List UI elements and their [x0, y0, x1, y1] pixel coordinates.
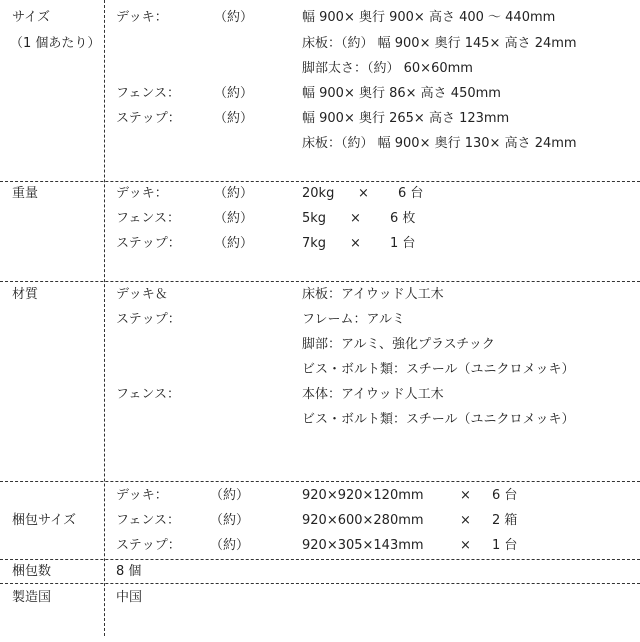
material-deck-frame: フレーム：アルミ — [302, 312, 405, 327]
package-times: × — [460, 538, 471, 553]
size-deck-approx: （約） — [214, 10, 254, 25]
size-label: サイズ — [12, 10, 50, 25]
size-deck-floor: 床板：（約） 幅 900× 奥行 145× 高さ 24mm — [302, 36, 577, 51]
size-label-sub: （1 個あたり） — [10, 36, 101, 51]
weight-label: 重量 — [12, 186, 39, 201]
material-deck-screw: ビス・ボルト類：スチール（ユニクロメッキ） — [302, 362, 575, 377]
material-fence-label: フェンス： — [116, 387, 180, 402]
package-label: 梱包サイズ — [12, 513, 76, 528]
weight-item: フェンス： — [116, 211, 180, 226]
material-label: 材質 — [12, 287, 39, 302]
package-item: フェンス： — [116, 513, 180, 528]
material-step-label: ステップ： — [116, 312, 181, 327]
weight-value: 5kg — [302, 211, 327, 226]
material-fence-screw: ビス・ボルト類：スチール（ユニクロメッキ） — [302, 412, 575, 427]
size-step-approx: （約） — [214, 111, 254, 126]
size-fence-dims: 幅 900× 奥行 86× 高さ 450mm — [302, 86, 501, 101]
package-count: 6 台 — [492, 488, 518, 503]
origin-value: 中国 — [116, 590, 143, 605]
package-times: × — [460, 513, 471, 528]
material-deck-floor: 床板：アイウッド人工木 — [302, 287, 444, 302]
row-divider-weight — [0, 281, 640, 282]
package-count-value: 8 個 — [116, 564, 142, 579]
origin-label: 製造国 — [12, 590, 52, 605]
package-count: 2 箱 — [492, 513, 518, 528]
package-dims: 920×600×280mm — [302, 513, 424, 528]
weight-item: ステップ： — [116, 236, 181, 251]
package-item: ステップ： — [116, 538, 181, 553]
weight-item: デッキ： — [116, 186, 168, 201]
material-fence-body: 本体：アイウッド人工木 — [302, 387, 444, 402]
weight-value: 7kg — [302, 236, 327, 251]
package-times: × — [460, 488, 471, 503]
size-deck-label: デッキ： — [116, 10, 168, 25]
size-fence-approx: （約） — [214, 86, 254, 101]
size-step-floor: 床板：（約） 幅 900× 奥行 130× 高さ 24mm — [302, 136, 577, 151]
row-divider-package — [0, 559, 640, 560]
weight-approx: （約） — [214, 236, 254, 251]
size-step-label: ステップ： — [116, 111, 181, 126]
row-divider-package-count — [0, 583, 640, 584]
package-dims: 920×920×120mm — [302, 488, 424, 503]
weight-count: 6 枚 — [390, 211, 416, 226]
package-approx: （約） — [210, 538, 250, 553]
material-deck-leg: 脚部：アルミ、強化プラスチック — [302, 337, 495, 352]
column-divider — [104, 0, 105, 636]
row-divider-size — [0, 181, 640, 182]
weight-approx: （約） — [214, 211, 254, 226]
weight-approx: （約） — [214, 186, 254, 201]
package-count: 1 台 — [492, 538, 518, 553]
weight-times: × — [350, 211, 361, 226]
weight-count: 1 台 — [390, 236, 416, 251]
material-deck-label: デッキ＆ — [116, 287, 168, 302]
size-step-dims: 幅 900× 奥行 265× 高さ 123mm — [302, 111, 510, 126]
package-dims: 920×305×143mm — [302, 538, 424, 553]
size-deck-dims: 幅 900× 奥行 900× 高さ 400 〜 440mm — [302, 10, 556, 25]
row-divider-material — [0, 481, 640, 482]
weight-times: × — [358, 186, 369, 201]
weight-value: 20kg — [302, 186, 335, 201]
weight-times: × — [350, 236, 361, 251]
size-fence-label: フェンス： — [116, 86, 180, 101]
size-deck-leg: 脚部太さ：（約） 60×60mm — [302, 61, 473, 76]
package-approx: （約） — [210, 513, 250, 528]
package-approx: （約） — [210, 488, 250, 503]
package-count-label: 梱包数 — [12, 564, 52, 579]
package-item: デッキ： — [116, 488, 168, 503]
weight-count: 6 台 — [398, 186, 424, 201]
